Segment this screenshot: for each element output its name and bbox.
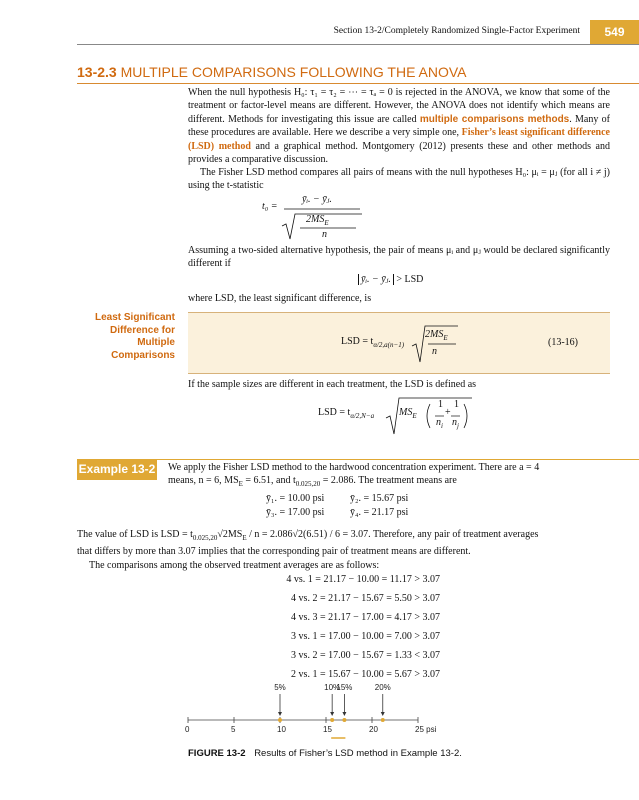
mean-2: ȳ₂. = 15.67 psi xyxy=(350,493,409,504)
section-title: MULTIPLE COMPARISONS FOLLOWING THE ANOVA xyxy=(120,64,467,80)
concentration-label: 5% xyxy=(274,683,286,692)
lsd-intro-paragraph: The Fisher LSD method compares all pairs of means with the null hypotheses H₀: μᵢ = μⱼ (for all i ≠ j) using the t-statistic xyxy=(188,167,610,192)
t-stat-n: n xyxy=(322,229,327,240)
comparison-2-1: 2 vs. 1 = 15.67 − 10.00 = 5.67 > 3.07 xyxy=(291,669,440,680)
lsd-equation: LSD = $t_{\alpha/2,a(n-1)}$ xyxy=(341,336,405,349)
mean-3: ȳ₃. = 17.00 psi xyxy=(266,507,325,518)
lsd-unequal-ni: $n_i$ xyxy=(436,417,443,430)
t-stat-denominator: $2MS_E$ xyxy=(306,214,329,227)
equation-number: (13-16) xyxy=(548,337,578,348)
lsd-unequal-one-a: 1 xyxy=(438,399,443,410)
axis-tick-label: 20 xyxy=(369,725,378,734)
figure-13-2 xyxy=(180,680,480,748)
term-fisher-lsd: Fisher’s least significant difference (LSD) method xyxy=(188,127,610,152)
lsd-numerator: $2MS_E$ xyxy=(425,329,448,342)
section-heading xyxy=(77,64,467,80)
treatment-mean-point xyxy=(381,718,385,722)
concentration-label: 10% xyxy=(324,683,341,692)
concentration-label: 15% xyxy=(336,683,353,692)
figure-caption: FIGURE 13-2 Results of Fisher’s LSD method in Example 13-2. xyxy=(188,748,462,759)
lsd-unequal-one-b: 1 xyxy=(454,399,459,410)
example-rule xyxy=(77,459,639,460)
header-divider xyxy=(77,44,639,45)
lsd-value-paragraph: The value of LSD is LSD = $t_{0.025,20}√2MS_E / n = 2.086√2(6.51) / 6 = 3.07$. Therefore, any pair of treatment averages that differs by more than 3.07 implies that the corresponding pair of treatment means are different. The comparisons among the observed treatment averages are as follows: xyxy=(77,529,539,571)
arrow-head xyxy=(330,712,334,716)
lsd-unequal-nj: $n_j$ xyxy=(452,417,459,430)
unequal-sizes-paragraph: If the sample sizes are different in each treatment, the LSD is defined as xyxy=(188,379,477,390)
axis-tick-label: 5 xyxy=(231,725,236,734)
treatment-mean-point xyxy=(330,718,334,722)
arrow-head xyxy=(381,712,385,716)
lsd-unequal-lhs: LSD = $t_{\alpha/2,N-a}$ xyxy=(318,407,375,420)
example-intro: We apply the Fisher LSD method to the hardwood concentration experiment. There are a = 4 means, n = 6, $MS_E = 6.51$, and $t_{0.025,20} = 2.086$. The treatment means are xyxy=(168,462,540,489)
margin-note: Least Significant Difference for Multiple Comparisons xyxy=(94,312,175,361)
intro-text-1: When the null hypothesis H₀: τ₁ = τ₂ = ⋯ = τₐ = 0 is rejected in the ANOVA, we know that some of the treatment or factor-level means are different. However, the ANOVA does not identify which means are different. Methods for investigating this issue are called xyxy=(188,87,610,125)
heading-rule xyxy=(77,83,639,84)
lsd-sqrt xyxy=(410,320,460,366)
lsd-unequal-sqrt xyxy=(384,394,474,438)
lsd-denominator: n xyxy=(432,346,437,357)
arrow-head xyxy=(278,712,282,716)
lsd-definition-paragraph: where LSD, the least significant difference, is xyxy=(188,293,372,304)
lsd-unequal-plus: + xyxy=(445,407,451,418)
comparison-4-3: 4 vs. 3 = 21.17 − 17.00 = 4.17 > 3.07 xyxy=(291,612,440,623)
concentration-label: 20% xyxy=(374,683,391,692)
comparison-4-2: 4 vs. 2 = 21.17 − 15.67 = 5.50 > 3.07 xyxy=(291,593,440,604)
two-sided-paragraph: Assuming a two-sided alternative hypothesis, the pair of means μᵢ and μⱼ would be declared significantly different if xyxy=(188,245,610,270)
arrow-head xyxy=(342,712,346,716)
comparison-3-2: 3 vs. 2 = 17.00 − 15.67 = 1.33 < 3.07 xyxy=(291,650,440,661)
lsd-unequal-ms: $MS_E$ xyxy=(399,407,417,420)
running-header: Section 13-2/Completely Randomized Single-Factor Experiment xyxy=(333,26,580,36)
t-stat-numerator: ȳᵢ. − ȳⱼ. xyxy=(302,194,332,205)
intro-paragraph xyxy=(188,86,610,166)
treatment-mean-point xyxy=(342,718,346,722)
axis-tick-label: 25 psi xyxy=(415,725,437,734)
t-stat-lhs: t₀ = xyxy=(262,201,278,212)
axis-tick-label: 15 xyxy=(323,725,332,734)
comparison-4-1: 4 vs. 1 = 21.17 − 10.00 = 11.17 > 3.07 xyxy=(286,574,440,585)
significance-criterion: ȳᵢ. − ȳⱼ. > LSD xyxy=(358,274,423,285)
section-number: 13-2.3 xyxy=(77,64,117,80)
treatment-mean-point xyxy=(278,718,282,722)
mean-4: ȳ₄. = 21.17 psi xyxy=(350,507,409,518)
page-number: 549 xyxy=(590,20,639,44)
axis-tick-label: 0 xyxy=(185,725,190,734)
example-tag: Example 13-2 xyxy=(77,459,157,480)
intro-text-2: . Many of these procedures are available. Here we describe a very simple one, xyxy=(188,113,610,139)
intro-text-3: and a graphical method. Montgomery (2012) presents these and other methods and provides a comparative discussion. xyxy=(188,140,610,166)
term-multiple-comparisons: multiple comparisons methods xyxy=(419,113,570,125)
mean-1: ȳ₁. = 10.00 psi xyxy=(266,493,325,504)
axis-tick-label: 10 xyxy=(277,725,286,734)
comparison-3-1: 3 vs. 1 = 17.00 − 10.00 = 7.00 > 3.07 xyxy=(291,631,440,642)
